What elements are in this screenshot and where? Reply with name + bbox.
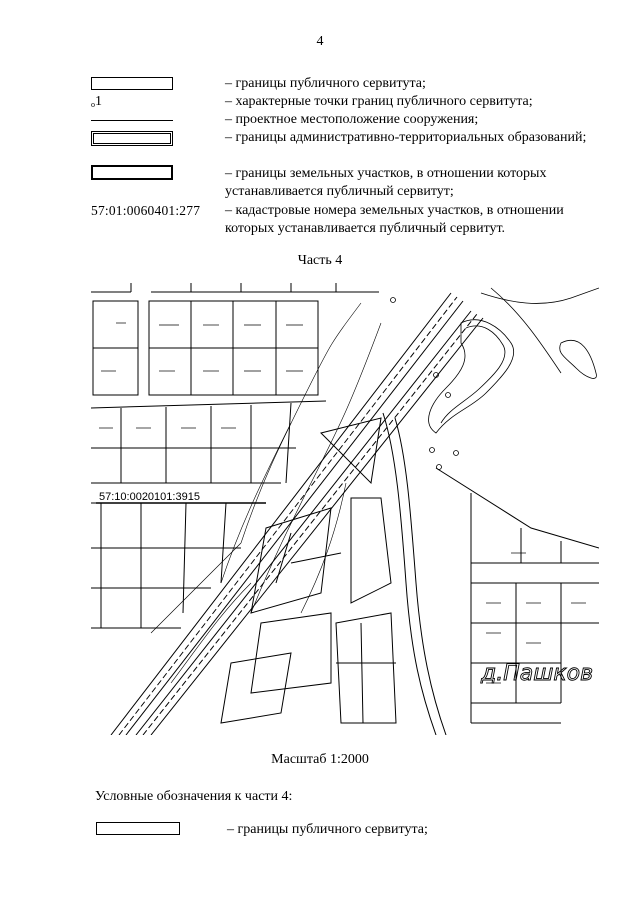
legend-text: – характерные точки границ публичного сервитута; [225,94,533,109]
legend-part-heading: Условные обозначения к части 4: [95,789,293,804]
map-place-label: д.Пашков [481,661,594,686]
point-number: 1 [95,94,102,109]
land-plot-symbol [91,165,173,180]
legend-text: – границы земельных участков, в отношении которых устанавливается публичный сервитут; [225,166,547,199]
cadastral-map [91,283,599,735]
terrain-features [429,288,599,433]
cadastral-number-symbol: 57:01:0060401:277 [91,203,201,218]
road-corridor [111,293,483,735]
legend-text: – кадастровые номера земельных участков, в отношении которых устанавливается публичный сервитут. [225,203,564,236]
servitude-border-symbol [96,822,180,835]
page-number: 4 [316,34,324,49]
legend-text: – границы публичного сервитута; [227,822,428,837]
part-title: Часть 4 [297,253,343,268]
point-symbol [91,93,102,114]
map-scale: Масштаб 1:2000 [271,752,369,767]
legend-text: – проектное местоположение сооружения; [225,112,479,127]
map-cadastral-label: 57:10:0020101:3915 [99,491,200,503]
admin-border-symbol [91,131,173,146]
parcel-grid-upper [93,301,318,395]
legend-text: – границы административно-территориальных образований; [225,130,587,145]
map-drawing [91,283,599,735]
structure-line-symbol [91,120,173,121]
servitude-border-symbol [91,77,173,90]
point-marker: o [91,100,95,109]
legend-text: – границы публичного сервитута; [225,76,426,91]
